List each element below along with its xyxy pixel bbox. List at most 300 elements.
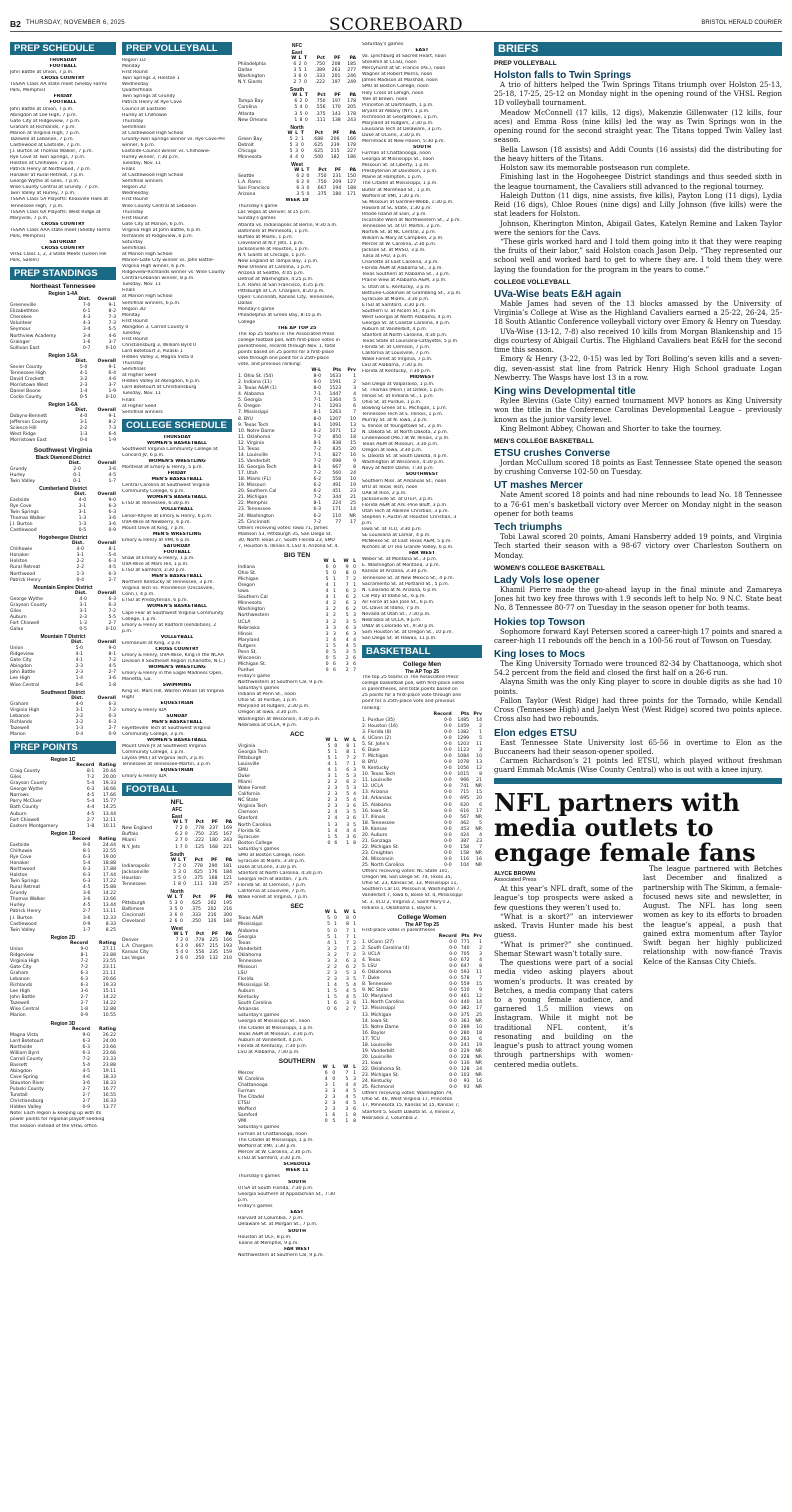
schedule-line: John Battle at Union, 7 p.m. [10,70,74,76]
table-cell: 5 [325,577,329,583]
table-cell: 1 [324,1113,328,1119]
table-cell: 18 [350,434,356,440]
schedule-line: Tennessee Tech at E. Illinois, 1 p.m. [362,411,444,417]
schedule-line: Weber St. at Montana St., 3 p.m. [362,557,438,563]
header-cell: Rating [99,763,116,768]
header-cell: T [184,932,189,938]
brief-paragraph: Tobi Lawal scored 20 points, Amani Hansberry added 19 points, and Virginia Tech started their season with a 98-67 victory over Charleston Southern on Monday. [494,533,782,560]
table-cell: .389 [314,68,326,74]
table-cell: Patrick Henry [10,909,41,915]
table-cell: Rye Cove [10,503,32,509]
table-cell: 4 [327,761,331,767]
table-cell: 3 [173,875,177,881]
schedule-line: First Round [122,197,148,203]
table-cell: 12.88 [102,1007,116,1013]
table-cell: 6-3 [108,596,116,602]
schedule-line: Jackson St. at MVSU, 3 p.m. [362,248,426,254]
table-cell: 5 [327,928,330,934]
table-cell: .375 [190,907,201,912]
table-cell: 6 [345,595,349,601]
table-cell: 850 [332,434,342,440]
table-cell: Volunteer [10,321,33,327]
table-cell: 215 [330,148,340,154]
table-cell: 0 [306,174,310,179]
schedule-line: Va. Lynchburg at Sacred Heart, noon [362,54,447,60]
table-cell: 5-0 [79,364,88,370]
header-cell: W [173,932,179,938]
table-cell: 3 [325,619,329,625]
table-cell: 0-0 [449,1024,457,1030]
table-cell: 0-9 [82,921,91,927]
table-cell: 715 [460,790,470,796]
table-cell: 2 [301,174,305,179]
schedule-line: Florida St. at Clemson, 7 p.m. [362,345,431,351]
schedule-line: VOLLEYBALL [160,507,194,513]
schedule-line: Lord Botetourt 3, Pulaski 1 [122,349,183,354]
data-table [10,461,116,485]
schedule-line: Cleveland at N.Y. Jets, 1 p.m. [238,240,304,246]
table-cell: 6 [333,668,336,673]
table-cell: Chicago [238,148,257,154]
table-cell: L.A. Chargers [122,944,153,950]
story-col-2 [643,865,782,1070]
table-cell: 2 [333,601,336,607]
table-cell: 16. Baylor [362,1030,386,1036]
table-cell: .625 [192,869,203,875]
data-table [238,1065,356,1126]
table-cell: 6-3 [313,507,322,513]
table-cell: 3 [479,951,482,957]
table-cell: 158 [460,844,470,850]
schedule-line: Wofford at VMI, 1:30 p.m. [362,193,421,199]
table-cell: 1 [173,881,177,887]
table-cell: 4 [353,1083,356,1088]
table-cell: California [238,792,260,798]
table-cell: 0 [183,863,187,869]
schedule-line: Bowling Green at E. Michigan, 1 p.m. [362,405,448,411]
table-cell: 2 [180,938,184,944]
schedule-line: Duke at UConn, 3:30 p.m. [238,864,298,870]
intro-line: in parentheses, and total points based on [362,687,458,693]
schedule-line: CROSS COUNTRY [155,646,199,652]
table-cell: Pittsburgh [122,900,146,906]
data-table [362,712,482,870]
table-cell: 6 [334,1001,337,1007]
table-cell: 510 [460,988,470,994]
schedule-line: Saturday [122,239,143,245]
table-cell: Rye Cove [10,854,32,860]
table-cell: 246 [347,74,356,80]
schedule-line: WEEK 10 [285,198,309,204]
table-cell: 3-1 [76,553,84,559]
table-cell: 7-2 [80,964,89,970]
schedule-line: Semifinals [122,124,146,130]
table-cell: 10 [476,1024,482,1030]
header-cell: T [184,820,188,826]
table-cell: 7-1 [313,452,322,458]
data-table [238,131,356,161]
schedule-line: Incarnate Word at Northwestern St., 2 p.m. [362,217,461,223]
table-cell: .667 [194,944,205,950]
table-cell: 0-5 [79,627,87,632]
brief-category: PREP VOLLEYBALL [494,60,557,67]
table-cell: 19 [476,1042,482,1048]
table-cell: 4-5 [82,1068,91,1074]
schedule-line: Florida at Kentucky, 7:30 p.m. [362,369,432,375]
header-cell: Record [72,836,91,842]
story-agency: Associated Press [494,877,537,884]
table-cell: Southern Cal [238,595,268,601]
schedule-line: College [238,319,256,325]
table-row [122,956,232,962]
table-row [122,864,232,870]
table-cell: 6-3 [82,1044,91,1050]
schedule-line: at Higher Seed [122,403,157,409]
schedule-line: Friday's games [238,1204,273,1210]
schedule-line: Nebraska at UCLA, 9 p.m. [362,617,422,623]
table-cell: 8 [479,964,482,969]
table-cell: 1382 [457,729,470,735]
schedule-line: parentheses, records through Nov. 1, total [238,343,336,349]
table-cell: 10.11 [102,823,116,829]
schedule-line: E. Washington at Montana, 3 p.m. [362,563,440,569]
table-cell: .750 [314,62,326,68]
table-cell: 221 [223,844,232,850]
story-col-1 [494,865,633,1070]
schedule-line: Northwestern at Southern Cal, 9 p.m. [238,680,324,686]
schedule-line: Howard at SC State, 1:30 p.m. [362,205,432,211]
schedule-line: THURSDAY [163,434,191,440]
schedule-line: p.m. [238,1198,249,1204]
table-cell: 184 [223,869,232,875]
table-cell: 0 [180,919,183,925]
table-cell: 4 [346,828,350,834]
header-cell: PF [334,93,341,99]
table-cell: 1 [334,767,338,773]
table-cell: Virginia High [10,958,40,964]
table-cell: 4-1 [75,658,84,664]
table-cell: 6 [333,661,336,667]
table-cell: 249 [347,80,356,86]
table-cell: Patrick Henry [10,577,41,583]
table-cell: 4-1 [75,652,84,658]
data-table [362,934,482,1092]
schedule-line: VOLLEYBALL [160,634,194,640]
table-cell: 1 [353,743,356,749]
table-cell: 0-0 [444,820,452,826]
header-cell: Overall [97,695,116,701]
table-cell: 3 [325,625,329,631]
table-cell: 0-0 [444,735,452,741]
table-cell: 1-7 [108,478,116,484]
schedule-line: Texas State at Louisiana-Lafayette, 5 p.m. [362,339,459,345]
table-row [238,155,356,161]
table-cell: .500 [312,154,324,160]
table-cell: Northwood [10,571,36,577]
schedule-line: TSSAA Class AAA state meet (Shelby Farms [10,227,111,233]
schedule-line: MEN'S BASKETBALL [151,719,203,725]
table-cell: 6. Oklahoma [362,970,392,976]
header-cell: PF [333,130,340,136]
table-cell: 451 [332,489,342,495]
schedule-line: Detroit at Washington, 4:25 p.m. [238,277,314,283]
table-cell: NR [475,1054,482,1060]
table-cell: Wise Central [10,682,40,688]
header-cell: L [301,167,305,173]
brief-headline: Tech triumphs [494,522,563,534]
table-cell: 9. Kentucky [362,766,389,772]
table-cell: Alabama [238,928,259,934]
schedule-line: Stanford at North Carolina, 4:30 p.m. [362,333,448,338]
table-cell: 7-2 [108,707,116,713]
table-row [10,732,116,738]
table-cell: 23.66 [102,1050,116,1056]
division-heading: East [291,50,303,56]
table-row [238,118,356,124]
table-cell: 8-1 [313,501,322,507]
schedule-line: New Orleans at Carolina, 1 p.m. [238,264,312,270]
table-cell: 10. Notre Dame [238,428,275,434]
brief-paragraph: East Tennessee State University lost 65-56 in overtime to Elon as the Buccaneers had their season-opener spoiled. [494,738,782,756]
table-row [10,528,116,534]
table-cell: 1 [353,928,356,934]
table-cell: 10 [350,416,356,422]
schedule-line: Ohio St. at Purdue, 1 p.m. [238,698,298,704]
schedule-line: Abingdon 3, Carroll County 0 [122,324,189,330]
table-cell: 3 [353,386,356,392]
schedule-line: N. Dakota St. at North Dakota, 2 p.m. [362,430,449,435]
table-cell: .625 [312,142,324,148]
table-cell: 15. Alabama [362,802,392,808]
note-line: Ohio St. 46, West Virginia 17, Princeton [362,1097,453,1103]
table-cell: 8-1 [313,465,322,470]
table-cell: 558 [332,477,342,483]
table-cell: 3-1 [78,503,87,509]
schedule-line: Maryville, 7 p.m. [10,215,49,221]
note-line: Southern Cal 10, Missouri 8, Washington 7, [362,887,461,893]
table-cell: Jacksonville [122,869,149,875]
table-cell: 5 [327,916,330,922]
table-cell: 1 [334,934,337,940]
schedule-line: The Top 25 teams in The Associated Press [238,331,335,337]
table-cell: 6-3 [82,1038,91,1044]
schedule-line: Concord JV, 6 p.m. [122,452,165,458]
table-cell: 17 [350,519,356,525]
prep-standings-band: PREP STANDINGS [10,267,116,280]
table-cell: 2 [327,804,331,810]
table-cell: 5 [298,68,302,74]
table-cell: 4 [479,832,482,838]
table-cell: Wise Central [10,1007,40,1013]
header-cell: PF [211,932,219,938]
table-cell: Staunton River [10,1081,45,1087]
table-cell: 5 [353,643,356,649]
table-cell: 12. Virginia [238,440,265,446]
table-cell: 1084 [457,754,470,759]
table-cell: 9 [353,458,356,464]
table-cell: 2 [353,940,356,946]
table-row [10,627,116,633]
region-heading: Region 1C [50,757,76,763]
table-cell: 8-1 [313,440,322,446]
table-cell: 2 [327,792,331,798]
table-cell: 13.77 [102,1105,116,1111]
header-cell: PA [225,894,232,900]
schedule-line: Sam Houston St. at Oregon St., 10 p.m. [362,630,453,636]
table-cell: Furman [238,1089,256,1095]
table-cell: David Crockett [10,376,44,382]
header-cell: W [291,56,297,61]
table-cell: 1-3 [79,432,88,438]
table-cell: 193 [223,944,232,950]
nfc-heading: NFC [291,43,303,49]
data-table [10,837,116,934]
table-cell: Union [10,646,24,652]
table-cell: 3 [295,142,299,148]
table-cell: Carroll County [10,1056,43,1062]
table-cell: .556 [315,105,326,111]
table-cell: 0-4 [79,438,88,444]
schedule-line: Tuesday, Nov. 11 [122,161,161,167]
schedule-line: Texas Southern at Alabama St., 3 p.m. [362,272,451,278]
schedule-line: at Marion High School [122,252,173,257]
schedule-line: Baltimore at Minnesota, 1 p.m. [238,228,310,234]
table-cell: 19 [350,483,356,489]
schedule-line: William & Mary at Campbell, 2 p.m. [362,236,444,241]
table-cell: 3 [169,907,173,912]
table-cell: Graham [10,971,29,976]
table-cell: 616 [460,808,470,814]
table-cell: 2 [353,964,356,970]
table-cell: 7-2 [313,495,322,501]
brief-paragraph: Sophomore forward Kayl Petersen scored a career-high 17 points and snared a career-high 11 rebounds off the bench in a 100-56 rout of Towson on Tuesday. [494,627,782,645]
schedule-line: First Round [122,336,148,342]
schedule-line: Virginia Tech vs. Providence (Uncasville, [122,586,214,592]
intro-line: First-place votes in parentheses [362,927,436,933]
table-cell: 7-1 [313,392,322,398]
note-line: Madison 53, Pittsburgh 35, San Diego St. [238,531,333,537]
table-cell: Michigan St. [238,661,267,667]
table-cell: 2 [353,780,356,786]
note-line: Note: Each region & keeping up with its [10,1111,102,1117]
table-cell: 7 [173,863,177,869]
table-cell: 8 [346,922,349,928]
schedule-line: Eastside-Council winner vs. Chilhowie- [122,148,211,154]
schedule-line: S. Dakota St. at South Dakota, 4 p.m. [362,454,448,460]
table-cell: 2 [345,668,349,673]
table-cell: 5 [346,798,350,804]
table-cell: 7-0 [82,303,91,309]
table-cell: 1 [327,828,331,834]
table-cell: 6 [353,816,356,822]
table-cell: Holston [10,873,28,879]
table-cell: 3-1 [79,420,88,426]
table-cell: 7-2 [86,775,95,781]
table-cell: Twin Springs [10,879,39,885]
brief-paragraph: Bella Lawson (18 assists) and Addi Counts (16 assists) did the distributing for the heavy hitters of the Titans. [494,145,782,163]
table-cell: Bath County [10,805,39,811]
schedule-line: Northwestern at Southern Cal, 9 p.m. [238,1252,324,1258]
schedule-line: vote through one point for a 25th-place [238,355,329,361]
table-cell: 4 [353,828,356,834]
table-cell: 5. St. John's [362,741,390,747]
table-cell: Thomas Walker [10,516,46,521]
story-paragraph: The league partnered with Betches last December and finalized a partnership with The Skimm, a female-focused news site and newsletter, in August. The NFL has long seen women as key to its efforts to broaden the league’s appeal, a push that gained extra momentum after Taylor Swift began her highly publicized relationship with now-fiancé Travis Kelce of the Kansas City Chiefs. [643,865,782,966]
table-cell: 2 [327,810,331,816]
table-cell: 672 [460,957,470,963]
schedule-line: Wise County Central at Grundy, 7 p.m. [10,185,100,191]
table-cell: 6 [175,944,179,950]
table-cell: 2. Houston (16) [362,723,398,729]
schedule-line: Division II Southeast Region (Charlotte, N.C.) [122,659,226,664]
table-cell: 178 [347,111,356,117]
header-cell: Record [433,711,452,717]
table-cell: 1 [353,934,356,940]
table-cell: Castlewood [10,528,37,534]
table-cell: 0-0 [444,741,452,747]
table-cell: 4-5 [108,664,116,670]
table-row [238,80,356,86]
table-cell: 1078 [457,760,470,766]
header-cell: Dist. [71,541,84,547]
schedule-line: Mercyhurst at St. Francis (Pa.), noon [362,66,446,72]
table-cell: 6 [334,1007,337,1013]
column-schedule-basketball [362,42,482,1504]
table-cell: 5 [327,749,331,755]
table-cell: 0-0 [449,1042,457,1048]
table-cell: Minnesota [238,154,262,160]
table-cell: 184 [223,919,232,925]
table-cell: 130 [460,1061,470,1066]
table-cell: 0-10 [105,395,116,401]
table-cell: 8 [346,916,349,922]
table-cell: Missouri [238,964,257,970]
table-cell: 24. Wisconsin [362,857,394,863]
table-cell: 239 [330,142,340,148]
schedule-line: Semifinals [122,367,146,373]
table-cell: Jefferson County [10,420,48,426]
table-cell: Mississippi [238,922,263,928]
table-cell: .222 [193,838,205,844]
table-cell: 2-7 [108,670,116,676]
table-cell: 2 [334,780,338,786]
story-paragraph: At this year’s NFL draft, some of the league’s top prospects were asked a few questions they weren’t used to. [494,885,633,912]
schedule-line: Saturday's games [238,1125,280,1131]
district-heading: Southwest District [41,689,85,696]
table-cell: 3. UCLA [362,951,381,957]
column-briefs [494,42,782,1504]
table-cell: 15. Notre Dame [362,1024,399,1030]
table-cell: 0-0 [449,976,457,982]
schedule-line: Butler at Morehead St., 1 p.m. [362,187,432,193]
table-cell: William Byrd [10,1050,39,1056]
schedule-line: Florida at Kentucky, 7:30 p.m. [238,1043,308,1049]
brief-paragraph: Khamil Pierre made the go-ahead layup in the final minute and Zamareya Jones hit two key free throws with 1.9 seconds left to help No. 9 N.C. State beat No. 8 Tennessee 80-77 on Tuesday in the season opener for both teams. [494,585,782,613]
schedule-line: Nevada at Utah St., 7:30 p.m. [362,611,431,617]
table-cell: 0 [325,661,329,667]
table-cell: NR [475,1048,482,1054]
table-cell: 5 [345,1076,349,1082]
schedule-line: UVA-Wise at Newberry, 6 p.m. [122,519,191,525]
table-cell: 116 [460,857,470,863]
men-heading: College Men [402,661,442,669]
table-cell: 8-1 [108,547,116,553]
table-cell: 228 [460,1054,470,1060]
data-table [10,492,116,534]
table-cell: 2 [299,99,303,105]
table-cell: 16.55 [102,1093,116,1099]
table-cell: .556 [194,950,205,956]
